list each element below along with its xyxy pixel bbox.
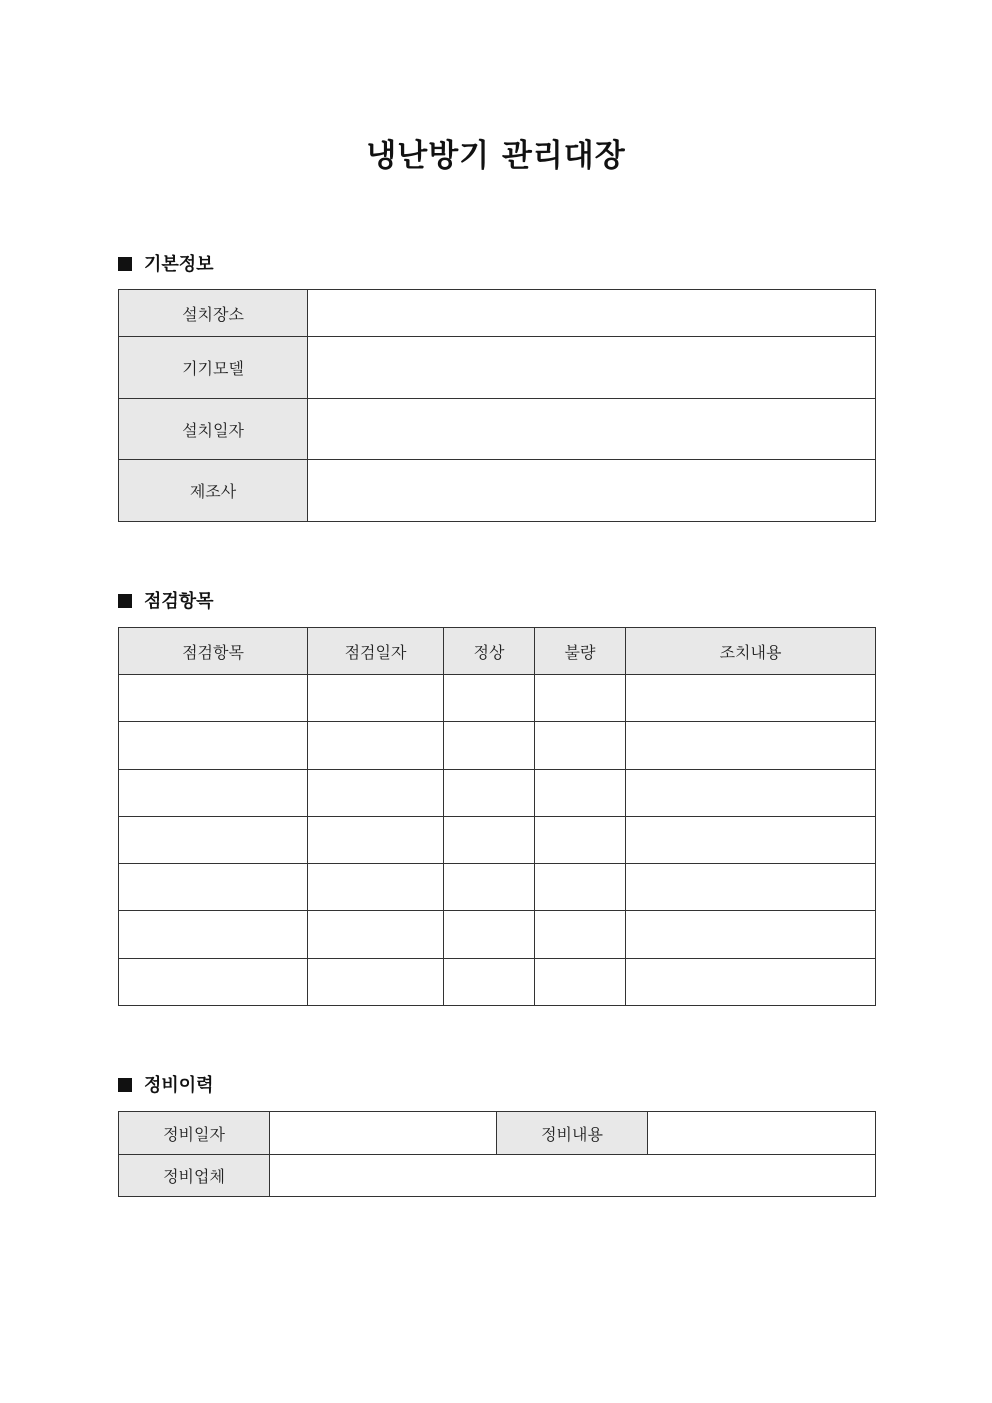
- maintenance-date-field[interactable]: [270, 1112, 497, 1155]
- inspection-row: [119, 722, 876, 770]
- inspection-item-cell[interactable]: [119, 770, 308, 817]
- defective-cell[interactable]: [535, 675, 626, 722]
- inspection-item-cell[interactable]: [119, 722, 308, 770]
- defective-cell[interactable]: [535, 722, 626, 770]
- maintenance-row: [119, 1155, 876, 1197]
- normal-cell[interactable]: [444, 817, 535, 864]
- inspection-item-cell[interactable]: [119, 675, 308, 722]
- install-date-label: 설치일자: [119, 399, 308, 460]
- inspection-item-cell[interactable]: [119, 864, 308, 911]
- inspection-item-cell[interactable]: [119, 817, 308, 864]
- inspection-row: [119, 959, 876, 1006]
- normal-cell[interactable]: [444, 959, 535, 1006]
- section-basic-info-label: 기본정보: [144, 254, 214, 275]
- inspection-date-cell[interactable]: [308, 770, 444, 817]
- inspection-row: [119, 817, 876, 864]
- defective-cell[interactable]: [535, 864, 626, 911]
- inspection-date-cell[interactable]: [308, 864, 444, 911]
- install-location-field[interactable]: [308, 290, 876, 337]
- square-bullet-icon: [118, 594, 132, 608]
- inspection-date-cell[interactable]: [308, 817, 444, 864]
- manufacturer-label: 제조사: [119, 460, 308, 522]
- install-location-label: 설치장소: [119, 290, 308, 337]
- action-cell[interactable]: [626, 864, 876, 911]
- section-maintenance-heading: [118, 1074, 214, 1098]
- action-cell[interactable]: [626, 675, 876, 722]
- inspection-date-cell[interactable]: [308, 722, 444, 770]
- inspection-date-cell[interactable]: [308, 959, 444, 1006]
- manufacturer-field[interactable]: [308, 460, 876, 522]
- inspection-header-row: [119, 628, 876, 675]
- normal-cell[interactable]: [444, 770, 535, 817]
- inspection-item-cell[interactable]: [119, 959, 308, 1006]
- normal-cell[interactable]: [444, 675, 535, 722]
- device-model-label: 기기모델: [119, 337, 308, 399]
- square-bullet-icon: [118, 1078, 132, 1092]
- maintenance-table: [118, 1111, 876, 1197]
- basic-info-row: [119, 290, 876, 337]
- inspection-date-cell[interactable]: [308, 675, 444, 722]
- basic-info-row: [119, 399, 876, 460]
- header-defective: 불량: [535, 628, 626, 675]
- action-cell[interactable]: [626, 722, 876, 770]
- inspection-row: [119, 675, 876, 722]
- defective-cell[interactable]: [535, 817, 626, 864]
- inspection-row: [119, 770, 876, 817]
- basic-info-row: [119, 460, 876, 522]
- maintenance-row: [119, 1112, 876, 1155]
- maintenance-content-label: 정비내용: [497, 1112, 648, 1155]
- inspection-row: [119, 864, 876, 911]
- action-cell[interactable]: [626, 959, 876, 1006]
- action-cell[interactable]: [626, 817, 876, 864]
- defective-cell[interactable]: [535, 770, 626, 817]
- device-model-field[interactable]: [308, 337, 876, 399]
- inspection-table: [118, 627, 876, 1006]
- document-title: 냉난방기 관리대장: [366, 138, 626, 174]
- basic-info-table: [118, 289, 876, 522]
- section-maintenance-label: 정비이력: [144, 1075, 214, 1096]
- header-normal: 정상: [444, 628, 535, 675]
- normal-cell[interactable]: [444, 911, 535, 959]
- maintenance-date-label: 정비일자: [119, 1112, 270, 1155]
- section-basic-info-heading: [118, 253, 214, 277]
- action-cell[interactable]: [626, 911, 876, 959]
- action-cell[interactable]: [626, 770, 876, 817]
- inspection-item-cell[interactable]: [119, 911, 308, 959]
- defective-cell[interactable]: [535, 959, 626, 1006]
- normal-cell[interactable]: [444, 722, 535, 770]
- header-inspection-date: 점검일자: [308, 628, 444, 675]
- inspection-row: [119, 911, 876, 959]
- header-inspection-item: 점검항목: [119, 628, 308, 675]
- section-inspection-label: 점검항목: [144, 591, 214, 612]
- defective-cell[interactable]: [535, 911, 626, 959]
- basic-info-row: [119, 337, 876, 399]
- inspection-date-cell[interactable]: [308, 911, 444, 959]
- maintenance-vendor-label: 정비업체: [119, 1155, 270, 1197]
- header-action-taken: 조치내용: [626, 628, 876, 675]
- normal-cell[interactable]: [444, 864, 535, 911]
- install-date-field[interactable]: [308, 399, 876, 460]
- section-inspection-heading: [118, 590, 214, 614]
- maintenance-content-field[interactable]: [648, 1112, 876, 1155]
- maintenance-vendor-field[interactable]: [270, 1155, 876, 1197]
- square-bullet-icon: [118, 257, 132, 271]
